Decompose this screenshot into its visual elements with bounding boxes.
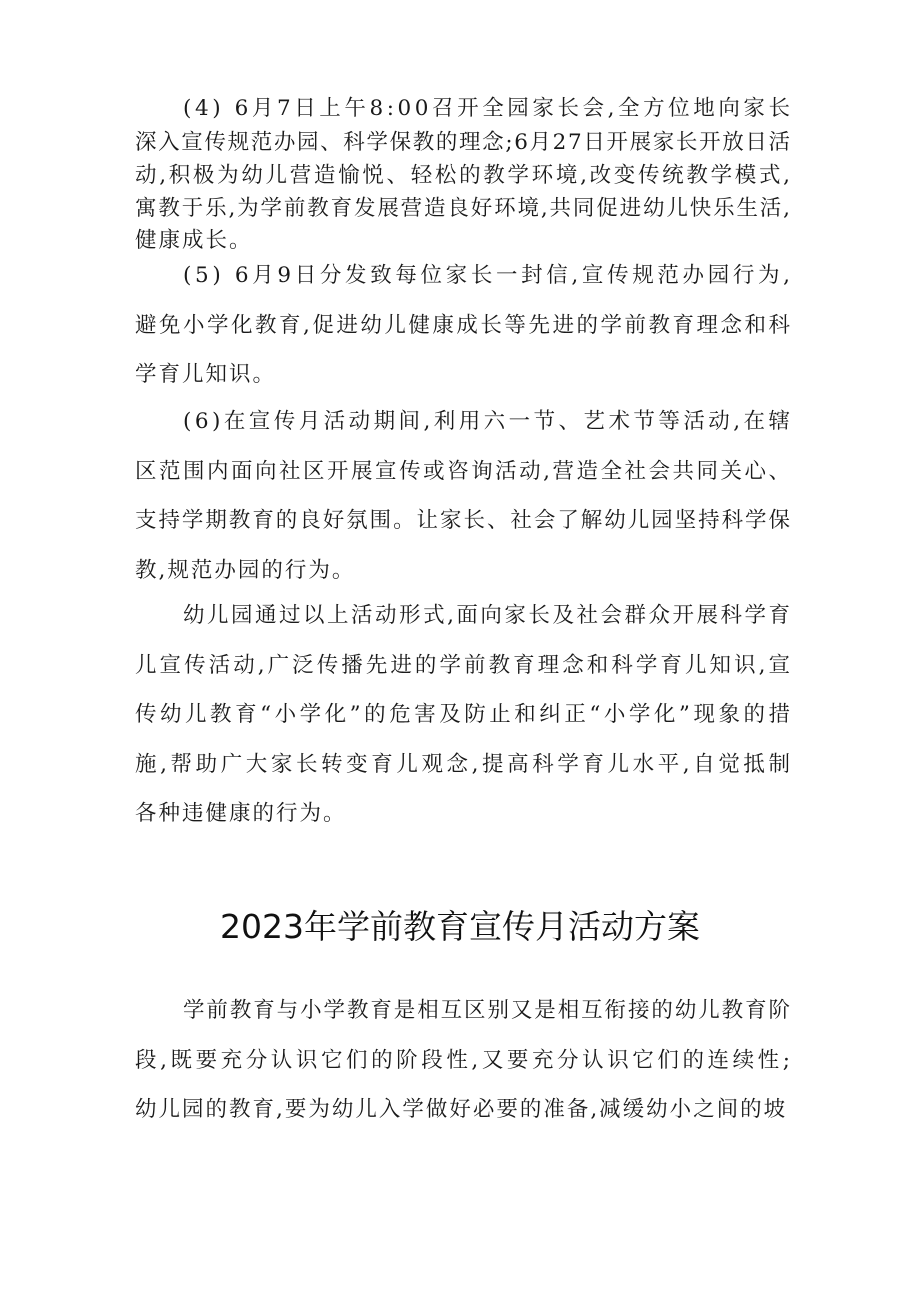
- text-line: 幼儿园的教育,要为幼儿入学做好必要的准备,减缓幼小之间的坡: [135, 1097, 788, 1122]
- text-line: 施,帮助广大家长转变育儿观念,提高科学育儿水平,自觉抵制: [135, 752, 794, 777]
- text-line: 幼儿园通过以上活动形式,面向家长及社会群众开展科学育: [183, 603, 793, 628]
- text-line: 教,规范办园的行为。: [135, 558, 356, 583]
- text-line: 寓教于乐,为学前教育发展营造良好环境,共同促进幼儿快乐生活,: [135, 196, 792, 221]
- text-line: (5) 6月9日分发致每位家长一封信,宣传规范办园行为,: [183, 263, 794, 288]
- page-title: 2023年学前教育宣传月活动方案: [220, 907, 700, 946]
- text-line: 儿宣传活动,广泛传播先进的学前教育理念和科学育儿知识,宣: [135, 653, 794, 678]
- text-line: 健康成长。: [135, 228, 253, 253]
- text-line: 传幼儿教育“小学化”的危害及防止和纠正“小学化”现象的措: [135, 702, 794, 727]
- text-line: 支持学期教育的良好氛围。让家长、社会了解幼儿园坚持科学保: [135, 508, 792, 533]
- text-line: 区范围内面向社区开展宣传或咨询活动,营造全社会共同关心、: [135, 459, 793, 484]
- text-line: 学育儿知识。: [135, 362, 277, 387]
- text-line: 各种违健康的行为。: [135, 801, 347, 826]
- text-line: (6)在宣传月活动期间,利用六一节、艺术节等活动,在辖: [183, 409, 794, 434]
- text-line: (4) 6月7日上午8:00召开全园家长会,全方位地向家长: [183, 96, 794, 121]
- text-line: 学前教育与小学教育是相互区别又是相互衔接的幼儿教育阶: [183, 998, 792, 1023]
- text-line: 深入宣传规范办园、科学保教的理念;6月27日开展家长开放日活: [135, 130, 792, 155]
- text-line: 避免小学化教育,促进幼儿健康成长等先进的学前教育理念和科: [135, 313, 793, 338]
- text-line: 段,既要充分认识它们的阶段性,又要充分认识它们的连续性;: [135, 1048, 794, 1073]
- text-line: 动,积极为幼儿营造愉悦、轻松的教学环境,改变传统教学模式,: [135, 163, 793, 188]
